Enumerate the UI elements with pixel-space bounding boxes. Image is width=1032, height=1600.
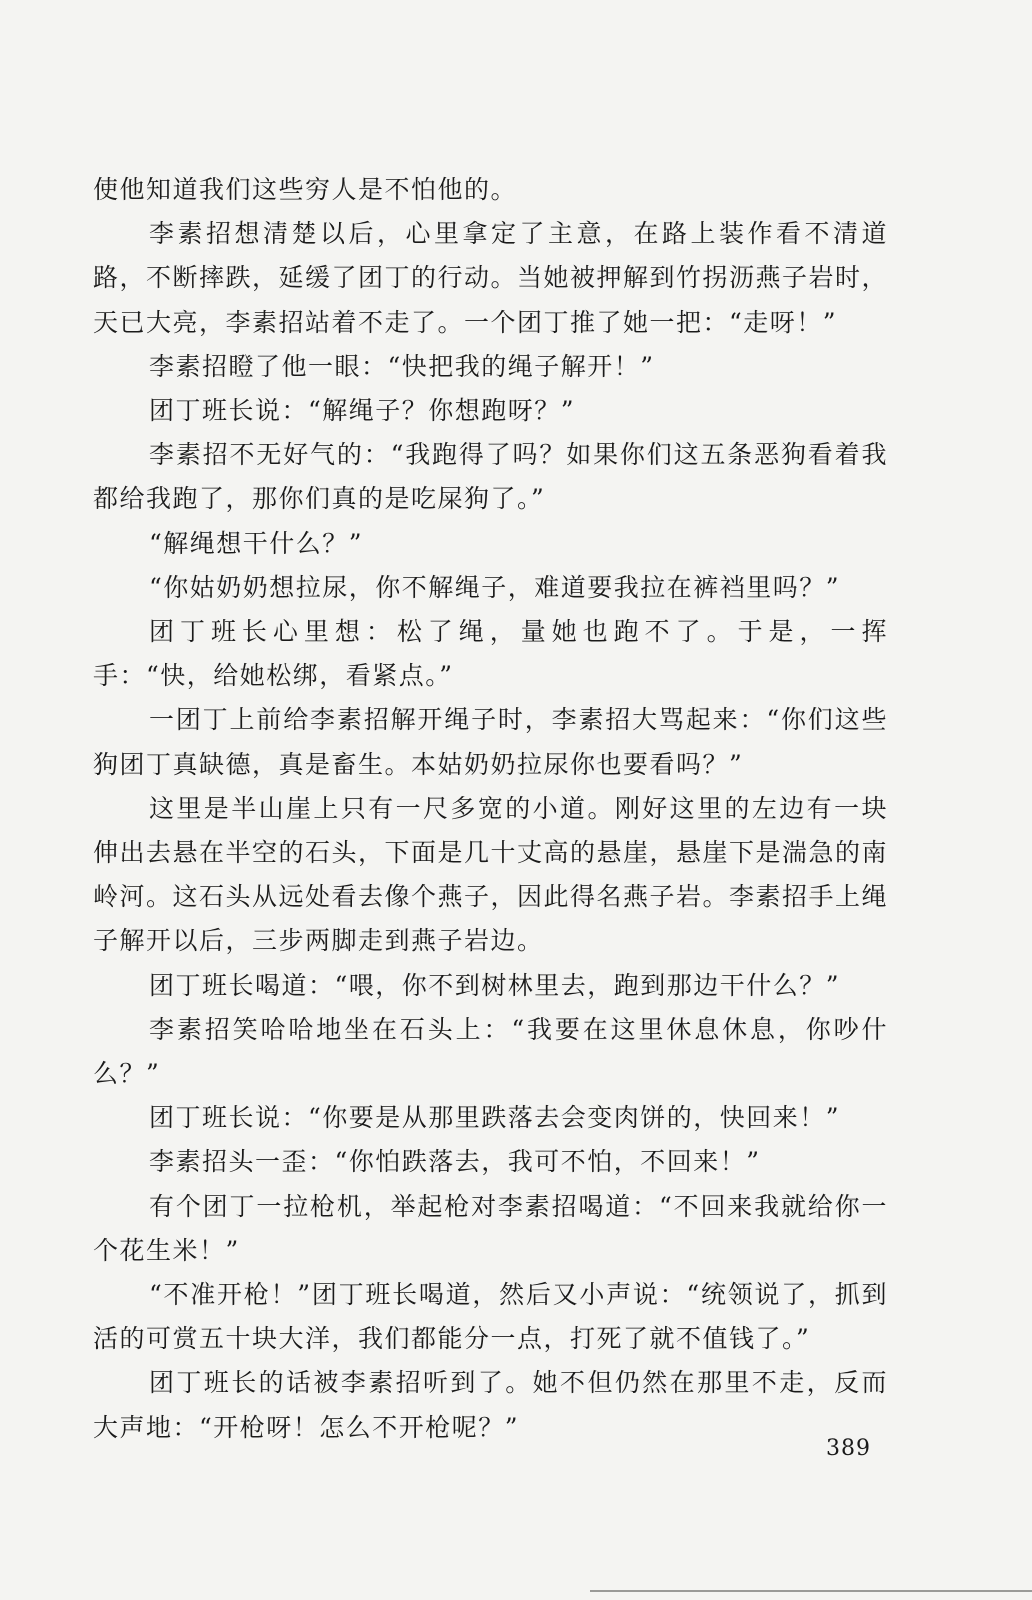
- paragraph: 这里是半山崖上只有一尺多宽的小道。刚好这里的左边有一块伸出去悬在半空的石头，下面是几十丈高的悬崖，悬崖下是湍急的南岭河。这石头从远处看去像个燕子，因此得名燕子岩。李素招手上绳子解开以后，三步两脚走到燕子岩边。: [93, 793, 889, 956]
- paragraph: “不准开枪！”团丁班长喝道，然后又小声说：“统领说了，抓到活的可赏五十块大洋，我们都能分一点，打死了就不值钱了。”: [93, 1280, 888, 1354]
- paragraph: 团丁班长心里想：松了绳，量她也跑不了。于是，一挥手：“快，给她松绑，看紧点。”: [93, 617, 888, 691]
- body-text: [93, 168, 888, 1450]
- paragraph: 李素招头一歪：“你怕跌落去，我可不怕，不回来！”: [149, 1147, 761, 1177]
- paragraph: “解绳想干什么？”: [149, 528, 364, 558]
- paragraph: 团丁班长说：“解绳子？你想跑呀？”: [149, 396, 576, 426]
- page-number: 389: [826, 1436, 871, 1461]
- paragraph: 一团丁上前给李素招解开绳子时，李素招大骂起来：“你们这些狗团丁真缺德，真是畜生。本姑奶奶拉尿你也要看吗？”: [93, 705, 888, 779]
- paragraph: 李素招想清楚以后，心里拿定了主意，在路上装作看不清道路，不断摔跌，延缓了团丁的行动。当她被押解到竹拐沥燕子岩时，天已大亮，李素招站着不走了。一个团丁推了她一把：“走呀！”: [93, 219, 889, 337]
- paragraph: 团丁班长说：“你要是从那里跌落去会变肉饼的，快回来！”: [149, 1103, 841, 1133]
- paragraph: 使他知道我们这些穷人是不怕他的。: [93, 175, 518, 204]
- paragraph: 团丁班长的话被李素招听到了。她不但仍然在那里不走，反而大声地：“开枪呀！怎么不开枪呢？”: [93, 1368, 888, 1442]
- page-edge-rule: [590, 1590, 1032, 1592]
- paragraph: 李素招不无好气的：“我跑得了吗？如果你们这五条恶狗看着我都给我跑了，那你们真的是吃屎狗了。”: [93, 440, 888, 514]
- paragraph: 有个团丁一拉枪机，举起枪对李素招喝道：“不回来我就给你一个花生米！”: [93, 1191, 888, 1265]
- paragraph: 团丁班长喝道：“喂，你不到树林里去，跑到那边干什么？”: [149, 970, 841, 1000]
- paragraph: 李素招瞪了他一眼：“快把我的绳子解开！”: [149, 351, 655, 381]
- paragraph: “你姑奶奶想拉尿，你不解绳子，难道要我拉在裤裆里吗？”: [149, 572, 841, 602]
- paragraph: 李素招笑哈哈地坐在石头上：“我要在这里休息休息，你吵什么？”: [93, 1014, 888, 1089]
